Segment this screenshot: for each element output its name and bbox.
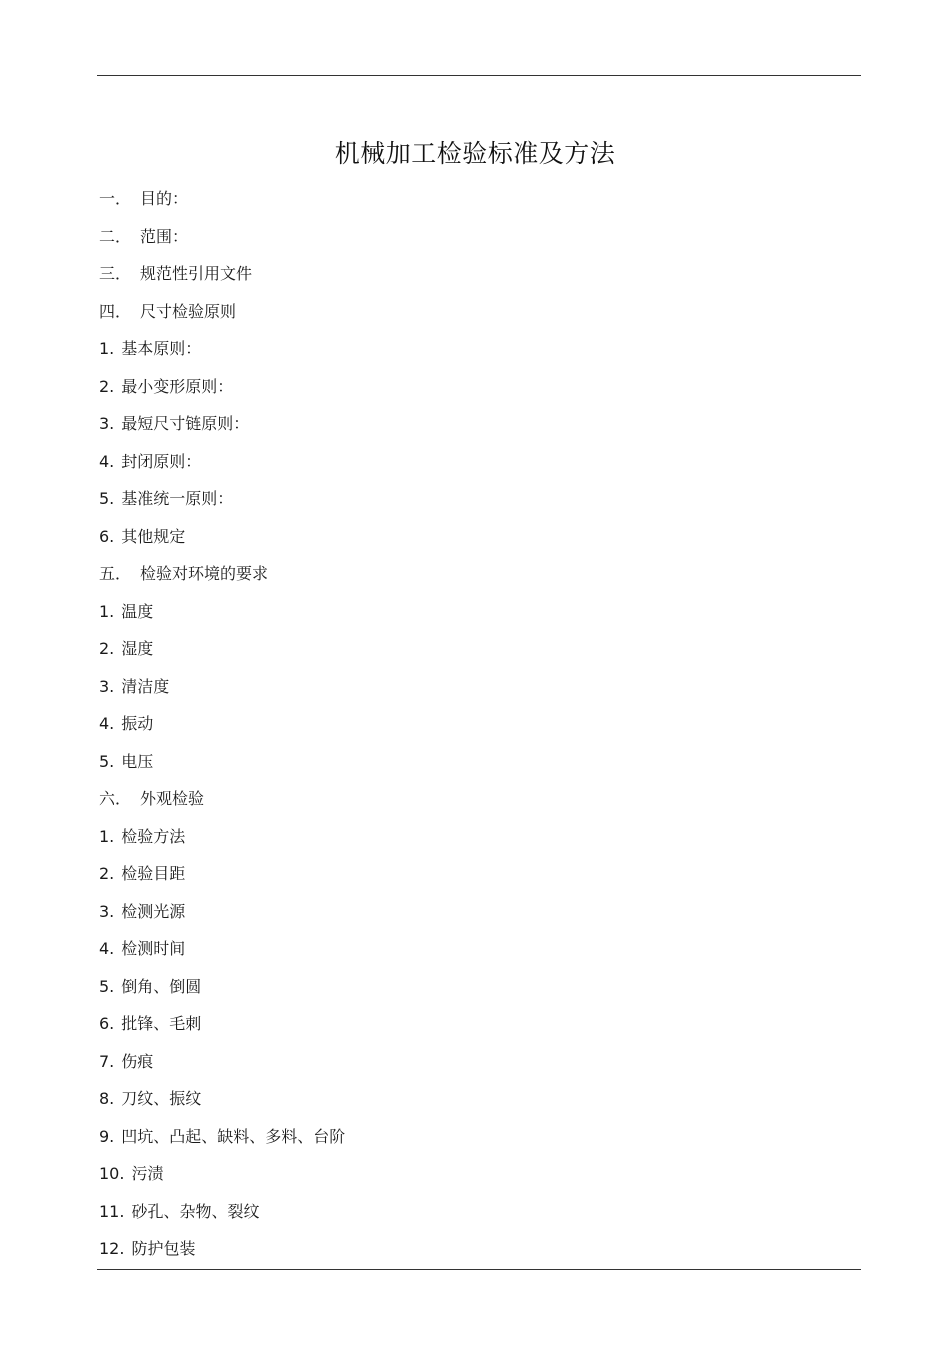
outline-item-number: 10. bbox=[99, 1164, 125, 1183]
outline-subheading bbox=[99, 405, 345, 443]
outline-item-text: 基准统一原则： bbox=[121, 489, 234, 508]
outline-item-text: 倒角、倒圆 bbox=[121, 976, 202, 996]
outline-item-number: 3. bbox=[99, 414, 115, 433]
outline-item-number: 12. bbox=[99, 1239, 125, 1258]
outline-item-number: 2. bbox=[99, 639, 115, 658]
outline-item-text: 电压 bbox=[121, 751, 154, 771]
outline-item-text: 其他规定 bbox=[121, 526, 186, 546]
outline-subheading bbox=[99, 593, 345, 631]
footer-rule bbox=[97, 1269, 861, 1270]
outline-item-text: 凹坑、凸起、缺料、多料、台阶 bbox=[121, 1126, 346, 1146]
outline-item-number: 六． bbox=[99, 789, 132, 808]
outline-subheading bbox=[99, 855, 345, 893]
outline-item-text: 防护包装 bbox=[131, 1239, 196, 1258]
outline-item-number: 8. bbox=[99, 1089, 115, 1108]
outline-item-text: 检测光源 bbox=[121, 901, 186, 921]
outline-subheading bbox=[99, 668, 345, 706]
outline-item-number: 二． bbox=[99, 226, 132, 246]
document-outline bbox=[99, 180, 345, 1268]
outline-item-text: 最短尺寸链原则： bbox=[121, 414, 250, 433]
outline-item-text: 尺寸检验原则 bbox=[140, 301, 237, 321]
outline-subheading bbox=[99, 1005, 345, 1043]
outline-subheading bbox=[99, 630, 345, 668]
outline-item-number: 4. bbox=[99, 939, 115, 958]
outline-subheading bbox=[99, 1080, 345, 1118]
outline-subheading bbox=[99, 480, 345, 518]
outline-item-number: 4. bbox=[99, 451, 115, 471]
document-title: 机械加工检验标准及方法 bbox=[334, 139, 616, 168]
outline-item-text: 检验目距 bbox=[121, 864, 186, 883]
outline-item-text: 清洁度 bbox=[121, 676, 170, 696]
outline-subheading bbox=[99, 968, 345, 1006]
outline-item-text: 砂孔、杂物、裂纹 bbox=[131, 1201, 260, 1221]
outline-item-text: 检测时间 bbox=[121, 939, 186, 958]
outline-item-text: 最小变形原则： bbox=[121, 376, 234, 396]
outline-section-heading bbox=[99, 555, 345, 593]
outline-item-number: 一． bbox=[99, 189, 132, 208]
outline-item-number: 三． bbox=[99, 264, 132, 283]
outline-section-heading bbox=[99, 180, 345, 218]
outline-subheading bbox=[99, 893, 345, 931]
outline-item-number: 5. bbox=[99, 751, 115, 771]
outline-item-number: 2. bbox=[99, 864, 115, 883]
outline-item-number: 6. bbox=[99, 1014, 115, 1033]
outline-item-number: 四． bbox=[99, 301, 132, 321]
outline-item-text: 检验对环境的要求 bbox=[140, 564, 269, 583]
outline-subheading bbox=[99, 1118, 345, 1156]
outline-section-heading bbox=[99, 218, 345, 256]
outline-item-text: 温度 bbox=[121, 601, 154, 621]
outline-subheading bbox=[99, 1155, 345, 1193]
outline-item-number: 3. bbox=[99, 901, 115, 921]
outline-subheading bbox=[99, 518, 345, 556]
outline-subheading bbox=[99, 443, 345, 481]
outline-subheading bbox=[99, 930, 345, 968]
outline-item-number: 4. bbox=[99, 714, 115, 733]
outline-item-number: 5. bbox=[99, 489, 115, 508]
outline-subheading bbox=[99, 743, 345, 781]
outline-item-text: 规范性引用文件 bbox=[140, 264, 253, 283]
outline-item-number: 11. bbox=[99, 1201, 125, 1221]
outline-item-text: 封闭原则： bbox=[121, 451, 202, 471]
outline-item-number: 3. bbox=[99, 676, 115, 696]
outline-item-number: 2. bbox=[99, 376, 115, 396]
outline-item-number: 1. bbox=[99, 826, 115, 846]
outline-item-text: 刀纹、振纹 bbox=[121, 1089, 202, 1108]
outline-item-text: 振动 bbox=[121, 714, 154, 733]
outline-subheading bbox=[99, 818, 345, 856]
outline-item-text: 外观检验 bbox=[140, 789, 205, 808]
outline-item-text: 检验方法 bbox=[121, 826, 186, 846]
outline-subheading bbox=[99, 1043, 345, 1081]
outline-item-text: 湿度 bbox=[121, 639, 154, 658]
outline-item-number: 1. bbox=[99, 339, 115, 358]
outline-subheading bbox=[99, 1230, 345, 1268]
outline-section-heading bbox=[99, 780, 345, 818]
outline-section-heading bbox=[99, 293, 345, 331]
outline-item-number: 五． bbox=[99, 564, 132, 583]
outline-item-number: 6. bbox=[99, 526, 115, 546]
outline-subheading bbox=[99, 705, 345, 743]
outline-item-text: 范围： bbox=[140, 226, 189, 246]
outline-item-text: 批锋、毛刺 bbox=[121, 1014, 202, 1033]
outline-item-text: 基本原则： bbox=[121, 339, 202, 358]
outline-item-text: 污渍 bbox=[131, 1164, 164, 1183]
outline-section-heading bbox=[99, 255, 345, 293]
outline-item-number: 1. bbox=[99, 601, 115, 621]
outline-subheading bbox=[99, 368, 345, 406]
outline-subheading bbox=[99, 1193, 345, 1231]
outline-item-number: 7. bbox=[99, 1051, 115, 1071]
outline-item-number: 5. bbox=[99, 976, 115, 996]
header-rule bbox=[97, 75, 861, 76]
outline-item-text: 目的： bbox=[140, 189, 189, 208]
outline-subheading bbox=[99, 330, 345, 368]
outline-item-number: 9. bbox=[99, 1126, 115, 1146]
outline-item-text: 伤痕 bbox=[121, 1051, 154, 1071]
